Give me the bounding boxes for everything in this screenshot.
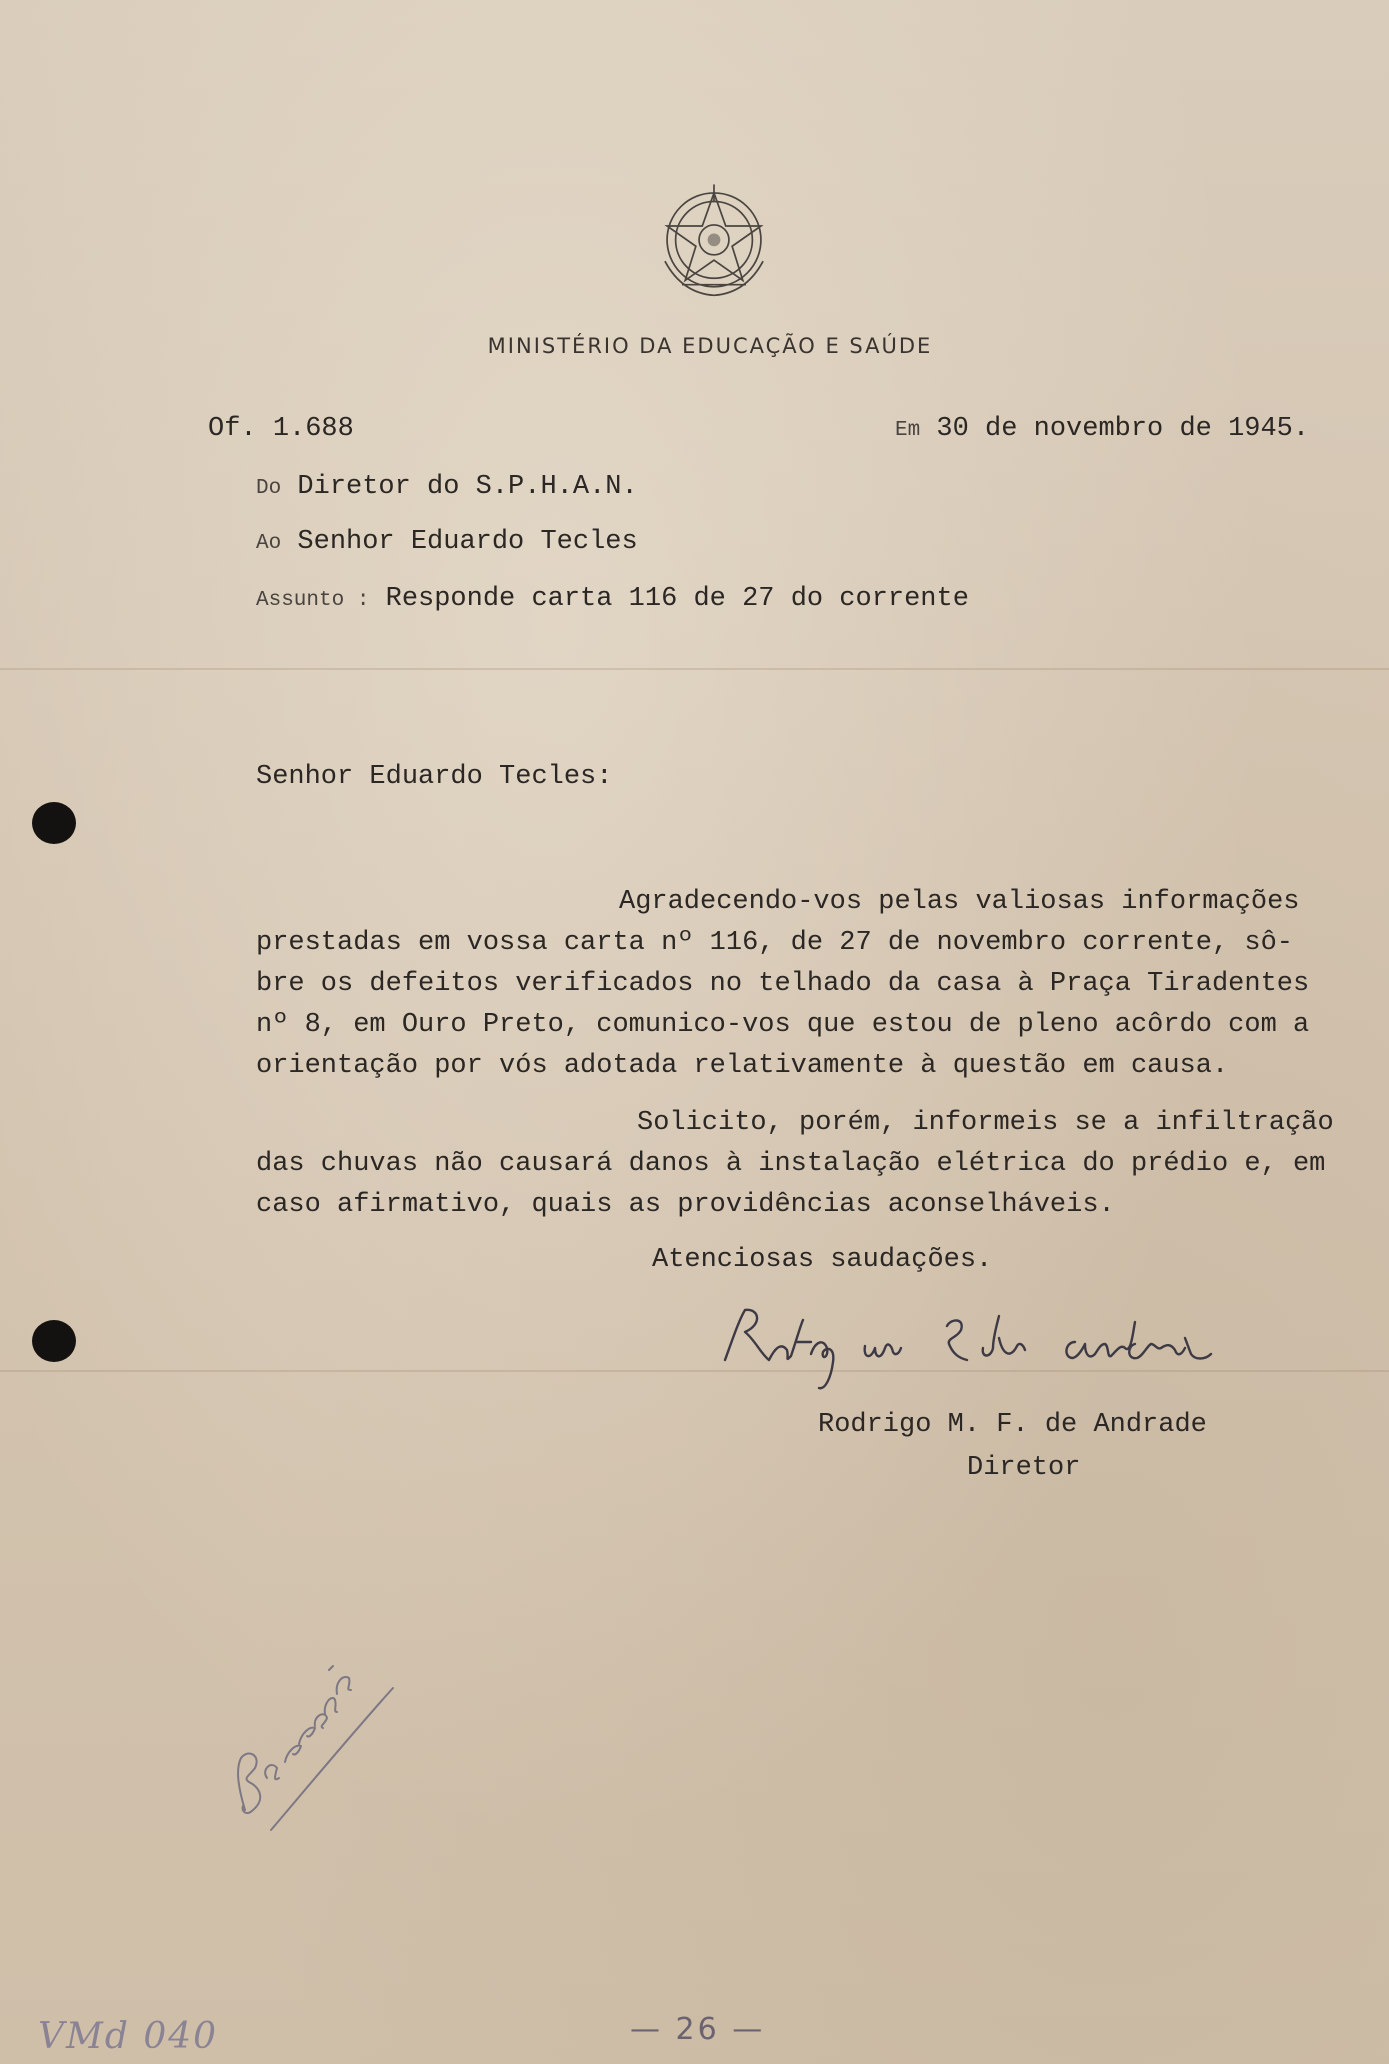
from-line xyxy=(256,472,638,502)
paragraph-1-line: bre os defeitos verificados no telhado da casa à Praça Tiradentes xyxy=(256,969,1310,999)
from-label: Do xyxy=(256,477,282,500)
subject-line xyxy=(256,584,969,614)
office-number: 1.688 xyxy=(272,414,354,444)
office-reference xyxy=(208,414,354,444)
ministry-header: MINISTÉRIO DA EDUCAÇÃO E SAÚDE xyxy=(487,334,933,358)
from-value: Diretor do S.P.H.A.N. xyxy=(297,472,638,502)
handwritten-signature xyxy=(715,1298,1295,1398)
paragraph-1-line: orientação por vós adotada relativamente à questão em causa. xyxy=(256,1051,1229,1081)
paragraph-1-line: nº 8, em Ouro Preto, comunico-vos que estou de pleno acôrdo com a xyxy=(256,1010,1310,1040)
paragraph-1-line: prestadas em vossa carta nº 116, de 27 de novembro corrente, sô- xyxy=(256,928,1293,958)
signer-title: Diretor xyxy=(967,1453,1081,1483)
handwritten-pencil-note xyxy=(215,1640,415,1840)
paragraph-2-line: Solicito, porém, informeis se a infiltração xyxy=(637,1108,1334,1138)
coat-of-arms-emblem-icon xyxy=(650,178,778,306)
to-value: Senhor Eduardo Tecles xyxy=(297,527,638,557)
paragraph-2-line: caso afirmativo, quais as providências aconselháveis. xyxy=(256,1190,1115,1220)
page-number: — 26 — xyxy=(630,2012,766,2047)
punch-hole xyxy=(32,802,76,844)
subject-value: Responde carta 116 de 27 do corrente xyxy=(385,584,969,614)
paper-fold xyxy=(0,668,1389,670)
letter-date xyxy=(895,414,1309,444)
office-prefix: Of. xyxy=(208,414,257,444)
closing: Atenciosas saudações. xyxy=(652,1245,993,1275)
to-label: Ao xyxy=(256,532,282,555)
subject-label: Assunto : xyxy=(256,589,370,612)
paragraph-2-line: das chuvas não causará danos à instalação elétrica do prédio e, em xyxy=(256,1149,1326,1179)
to-line xyxy=(256,527,638,557)
punch-hole xyxy=(32,1320,76,1362)
salutation: Senhor Eduardo Tecles: xyxy=(256,762,613,792)
date-value: 30 de novembro de 1945. xyxy=(936,414,1310,444)
date-prefix: Em xyxy=(895,419,921,442)
paragraph-1-line: Agradecendo-vos pelas valiosas informações xyxy=(619,887,1300,917)
archive-code: VMd 040 xyxy=(38,2016,219,2057)
signer-name: Rodrigo M. F. de Andrade xyxy=(818,1410,1207,1440)
